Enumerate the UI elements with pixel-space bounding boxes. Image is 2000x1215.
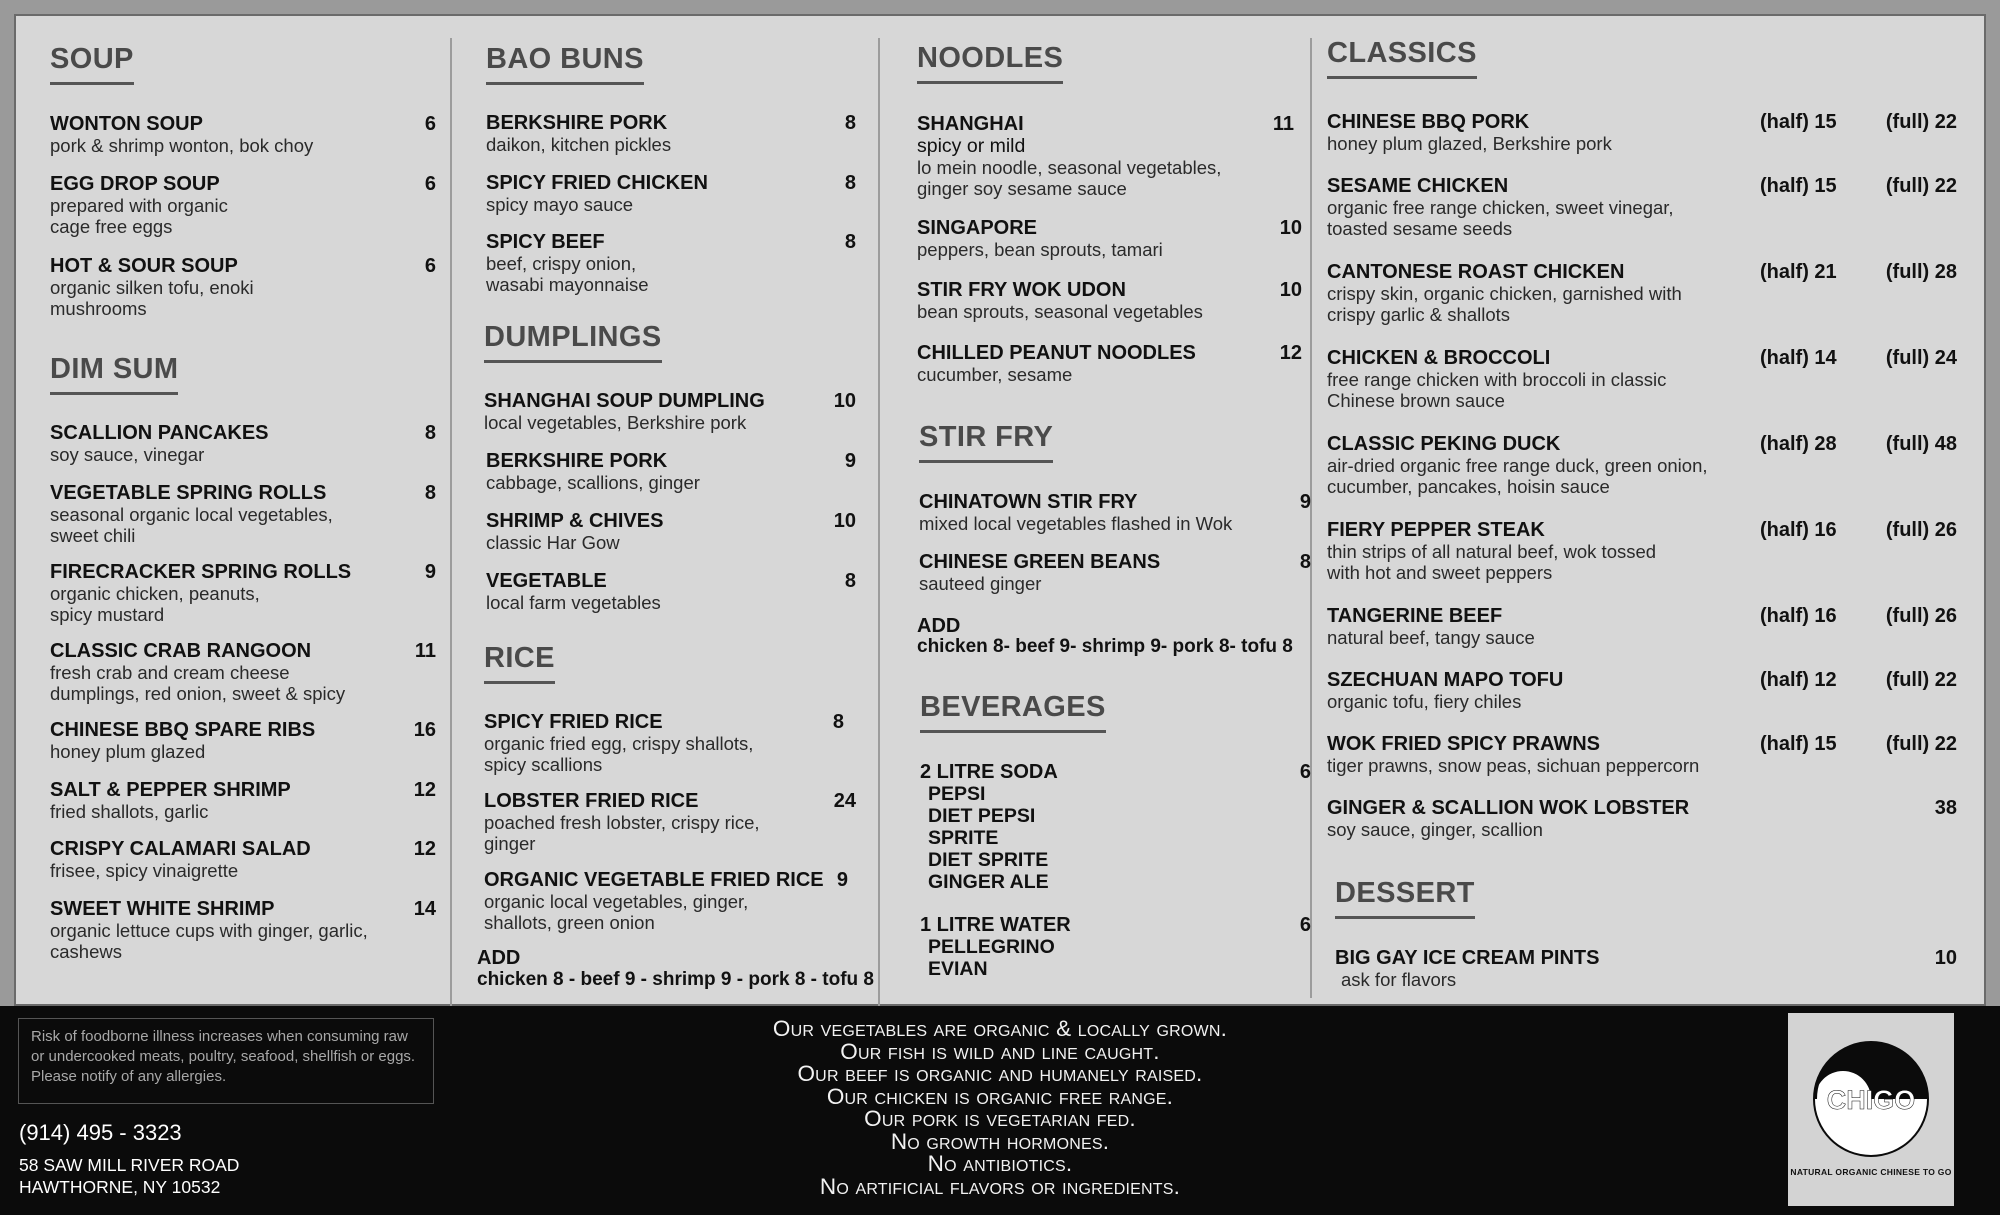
beverage-option: PEPSI (928, 783, 986, 805)
menu-item (1335, 947, 1957, 990)
item-description: natural beef, tangy sauce (1327, 627, 1535, 648)
item-price-half: (half) 16 (1760, 605, 1837, 627)
section-title-classics: CLASSICS (1327, 38, 1477, 79)
item-price-half: (half) 15 (1760, 733, 1837, 755)
menu-item (1327, 733, 1957, 776)
item-name: CLASSIC CRAB RANGOON (50, 640, 312, 662)
item-price-full: (full) 26 (1885, 605, 1957, 627)
item-description: daikon, kitchen pickles (486, 134, 672, 155)
menu-item (50, 255, 436, 319)
item-price: 12 (1279, 342, 1302, 364)
item-description: cabbage, scallions, ginger (486, 472, 700, 493)
menu-item (920, 761, 1311, 893)
column-divider (450, 38, 452, 1008)
item-name: CANTONESE ROAST CHICKEN (1327, 261, 1625, 283)
menu-item (50, 838, 436, 881)
item-description: organic silken tofu, enoki mushrooms (50, 277, 254, 319)
item-name: LOBSTER FRIED RICE (484, 790, 699, 812)
item-name: GINGER & SCALLION WOK LOBSTER (1327, 797, 1690, 819)
section-title-stir-fry: STIR FRY (919, 422, 1053, 463)
item-price-full: (full) 22 (1885, 669, 1957, 691)
menu-item (1327, 433, 1957, 497)
item-name: CHICKEN & BROCCOLI (1327, 347, 1551, 369)
item-price: 9 (844, 450, 856, 472)
item-price: 10 (833, 390, 856, 412)
section-title-dumplings: DUMPLINGS (484, 322, 662, 363)
item-name: HOT & SOUR SOUP (50, 255, 238, 277)
menu-item (486, 112, 856, 155)
logo-tagline: NATURAL ORGANIC CHINESE TO GO (1790, 1167, 1952, 1177)
sourcing-line: Our beef is organic and humanely raised. (797, 1061, 1203, 1086)
menu-item (50, 173, 436, 237)
item-price-half: (half) 21 (1760, 261, 1837, 283)
item-price: 8 (844, 112, 856, 134)
sourcing-statement (700, 1018, 1300, 1198)
item-price-full: (full) 22 (1885, 733, 1957, 755)
item-name: FIERY PEPPER STEAK (1327, 519, 1545, 541)
item-name: VEGETABLE SPRING ROLLS (50, 482, 327, 504)
beverage-options (920, 783, 1311, 893)
beverage-option: SPRITE (928, 827, 999, 849)
item-name: WOK FRIED SPICY PRAWNS (1327, 733, 1600, 755)
item-description: poached fresh lobster, crispy rice, ginger (484, 812, 760, 854)
section-title-beverages: BEVERAGES (920, 692, 1106, 733)
item-name: CLASSIC PEKING DUCK (1327, 433, 1561, 455)
menu-item (484, 790, 856, 854)
beverage-option: DIET PEPSI (928, 805, 1036, 827)
menu-item (50, 898, 436, 962)
menu-item (919, 551, 1311, 594)
add-protein-label: ADD (917, 615, 961, 637)
menu-item (919, 491, 1311, 534)
item-name: FIRECRACKER SPRING ROLLS (50, 561, 352, 583)
item-price: 9 (836, 869, 848, 891)
item-price: 8 (1299, 551, 1311, 573)
section-title-dessert: DESSERT (1335, 878, 1475, 919)
column-divider (878, 38, 880, 1008)
item-price: 9 (424, 561, 436, 583)
item-price-half: (half) 14 (1760, 347, 1837, 369)
sourcing-line: No growth hormones. (890, 1128, 1110, 1154)
beverage-options (920, 936, 1311, 980)
sourcing-line: No artificial flavors or ingredients. (819, 1173, 1181, 1199)
item-description: organic free range chicken, sweet vinegar, toasted sesame seeds (1327, 197, 1674, 239)
item-name: SALT & PEPPER SHRIMP (50, 779, 291, 801)
item-description: cucumber, sesame (917, 364, 1073, 385)
item-name: CHINATOWN STIR FRY (919, 491, 1138, 513)
item-price: 8 (832, 711, 844, 733)
section-title-dim-sum: DIM SUM (50, 354, 178, 395)
item-name: SESAME CHICKEN (1327, 175, 1509, 197)
item-price: 38 (1934, 797, 1957, 819)
sourcing-line: No antibiotics. (927, 1151, 1073, 1176)
item-price-full: (full) 22 (1885, 111, 1957, 133)
item-name: SPICY FRIED CHICKEN (486, 172, 708, 194)
item-name: SHANGHAI SOUP DUMPLING (484, 390, 765, 412)
item-price: 6 (424, 255, 436, 277)
menu-item (484, 711, 844, 775)
menu-item (917, 279, 1302, 322)
item-description: thin strips of all natural beef, wok tossed with hot and sweet peppers (1327, 541, 1657, 583)
item-description: beef, crispy onion, wasabi mayonnaise (486, 253, 649, 295)
menu-item (920, 914, 1311, 980)
item-description: organic lettuce cups with ginger, garlic, cashews (50, 920, 368, 962)
item-description: ask for flavors (1341, 969, 1457, 990)
item-price: 8 (844, 172, 856, 194)
item-description: peppers, bean sprouts, tamari (917, 239, 1163, 260)
item-price-half: (half) 16 (1760, 519, 1837, 541)
beverage-option: GINGER ALE (928, 871, 1049, 893)
menu-item (50, 640, 436, 704)
menu-item (1327, 797, 1957, 840)
item-name: SPICY BEEF (486, 231, 605, 253)
item-name: BIG GAY ICE CREAM PINTS (1335, 947, 1600, 969)
item-price-full: (full) 48 (1885, 433, 1957, 455)
item-name: VEGETABLE (486, 570, 607, 592)
item-description: fresh crab and cream cheese dumplings, red onion, sweet & spicy (50, 662, 346, 704)
menu-panel (14, 14, 1986, 1006)
sourcing-line: Our chicken is organic free range. (826, 1083, 1174, 1109)
item-price: 8 (424, 422, 436, 444)
item-description: classic Har Gow (486, 532, 620, 553)
menu-item (484, 390, 856, 433)
item-price: 8 (424, 482, 436, 504)
item-description: local vegetables, Berkshire pork (484, 412, 747, 433)
item-description: free range chicken with broccoli in classic Chinese brown sauce (1327, 369, 1667, 411)
item-description: sauteed ginger (919, 573, 1042, 594)
item-description: organic chicken, peanuts, spicy mustard (50, 583, 260, 625)
item-price: 6 (424, 113, 436, 135)
item-description: honey plum glazed (50, 741, 206, 762)
item-price-full: (full) 28 (1885, 261, 1957, 283)
item-description: soy sauce, ginger, scallion (1327, 819, 1543, 840)
item-name: CHINESE BBQ SPARE RIBS (50, 719, 316, 741)
item-name: SWEET WHITE SHRIMP (50, 898, 275, 920)
yin-yang-logo-icon (1788, 1039, 1954, 1159)
item-description: prepared with organic cage free eggs (50, 195, 228, 237)
item-description: tiger prawns, snow peas, sichuan peppercorn (1327, 755, 1700, 776)
beverage-option: PELLEGRINO (928, 936, 1055, 958)
item-price: 10 (833, 510, 856, 532)
section-title-rice: RICE (484, 643, 555, 684)
menu-item (486, 570, 856, 613)
footer (0, 1006, 2000, 1215)
item-name: SHRIMP & CHIVES (486, 510, 664, 532)
item-name: WONTON SOUP (50, 113, 203, 135)
menu-item (50, 482, 436, 546)
item-option: spicy or mild (917, 135, 1026, 157)
item-description: lo mein noodle, seasonal vegetables, ginger soy sesame sauce (917, 157, 1222, 199)
item-description: fried shallots, garlic (50, 801, 209, 822)
item-description: pork & shrimp wonton, bok choy (50, 135, 314, 156)
item-price: 8 (844, 231, 856, 253)
item-name: CHINESE BBQ PORK (1327, 111, 1530, 133)
item-name: CHILLED PEANUT NOODLES (917, 342, 1196, 364)
item-name: SZECHUAN MAPO TOFU (1327, 669, 1564, 691)
menu-item (917, 113, 1294, 199)
item-price-half: (half) 12 (1760, 669, 1837, 691)
item-price-full: (full) 22 (1885, 175, 1957, 197)
item-price: 11 (1272, 113, 1294, 135)
menu-item (50, 719, 436, 762)
item-name: SINGAPORE (917, 217, 1038, 239)
item-price: 10 (1934, 947, 1957, 969)
menu-item (50, 779, 436, 822)
item-price: 11 (414, 640, 436, 662)
item-description: honey plum glazed, Berkshire pork (1327, 133, 1612, 154)
item-name: CHINESE GREEN BEANS (919, 551, 1161, 573)
beverage-option: EVIAN (928, 958, 988, 980)
section-title-soup: SOUP (50, 44, 134, 85)
item-price: 9 (1299, 491, 1311, 513)
menu-item (486, 172, 856, 215)
menu-item (484, 869, 848, 933)
item-description: soy sauce, vinegar (50, 444, 205, 465)
menu-item (1327, 605, 1957, 648)
item-description: mixed local vegetables flashed in Wok (919, 513, 1233, 534)
item-description: frisee, spicy vinaigrette (50, 860, 239, 881)
menu-item (917, 217, 1302, 260)
menu-item (486, 231, 856, 295)
add-protein-prices: chicken 8 - beef 9 - shrimp 9 - pork 8 - tofu 8 (477, 969, 874, 990)
item-description: organic tofu, fiery chiles (1327, 691, 1522, 712)
item-price-half: (half) 15 (1760, 111, 1837, 133)
item-name: CRISPY CALAMARI SALAD (50, 838, 311, 860)
address-line-1: 58 SAW MILL RIVER ROAD (19, 1155, 240, 1175)
item-name: SHANGHAI (917, 113, 1024, 135)
sourcing-line: Our pork is vegetarian fed. (864, 1106, 1136, 1131)
item-name: ORGANIC VEGETABLE FRIED RICE (484, 869, 824, 891)
add-protein-prices: chicken 8- beef 9- shrimp 9- pork 8- tofu 8 (917, 636, 1293, 657)
item-name: TANGERINE BEEF (1327, 605, 1503, 627)
address-line-2: HAWTHORNE, NY 10532 (19, 1177, 221, 1197)
phone-number[interactable]: (914) 495 - 3323 (19, 1120, 182, 1145)
menu-item (1327, 519, 1957, 583)
item-name: STIR FRY WOK UDON (917, 279, 1126, 301)
item-description: bean sprouts, seasonal vegetables (917, 301, 1203, 322)
add-protein-label: ADD (477, 947, 521, 969)
chigo-logo (1788, 1013, 1954, 1206)
item-price: 10 (1279, 217, 1302, 239)
menu-item (1327, 175, 1957, 239)
item-name: EGG DROP SOUP (50, 173, 220, 195)
menu-item (1327, 261, 1957, 325)
item-description: crispy skin, organic chicken, garnished with crispy garlic & shallots (1327, 283, 1682, 325)
menu-item (50, 561, 436, 625)
item-price: 24 (833, 790, 856, 812)
menu-item (1327, 669, 1957, 712)
menu-item (917, 342, 1302, 385)
item-name: SCALLION PANCAKES (50, 422, 269, 444)
sourcing-line: Our fish is wild and line caught. (840, 1038, 1160, 1064)
item-name: BERKSHIRE PORK (486, 112, 668, 134)
item-price-half: (half) 15 (1760, 175, 1837, 197)
item-price: 6 (424, 173, 436, 195)
item-description: spicy mayo sauce (486, 194, 634, 215)
menu-item (50, 113, 436, 156)
item-description: seasonal organic local vegetables, sweet chili (50, 504, 333, 546)
menu-item (50, 422, 436, 465)
item-price: 14 (413, 898, 436, 920)
item-description: local farm vegetables (486, 592, 661, 613)
item-price: 10 (1279, 279, 1302, 301)
allergy-warning: Risk of foodborne illness increases when consuming raw or undercooked meats, poultry, seafood, shellfish or eggs. Please notify of any allergies. (18, 1018, 434, 1104)
address (19, 1154, 239, 1198)
item-price-full: (full) 24 (1885, 347, 1957, 369)
item-name: 2 LITRE SODA (920, 761, 1058, 783)
item-name: 1 LITRE WATER (920, 914, 1071, 936)
section-title-noodles: NOODLES (917, 43, 1063, 84)
item-name: SPICY FRIED RICE (484, 711, 663, 733)
item-price-half: (half) 28 (1760, 433, 1837, 455)
item-price: 8 (844, 570, 856, 592)
item-price: 6 (1299, 761, 1311, 783)
item-description: air-dried organic free range duck, green onion, cucumber, pancakes, hoisin sauce (1327, 455, 1708, 497)
item-price: 12 (413, 779, 436, 801)
item-price: 12 (413, 838, 436, 860)
section-title-bao-buns: BAO BUNS (486, 44, 644, 85)
item-name: BERKSHIRE PORK (486, 450, 668, 472)
sourcing-line: Our vegetables are organic & locally grown. (772, 1016, 1228, 1041)
item-price-full: (full) 26 (1885, 519, 1957, 541)
menu-item (486, 450, 856, 493)
item-price: 16 (413, 719, 436, 741)
item-description: organic local vegetables, ginger, shallots, green onion (484, 891, 749, 933)
menu-item (1327, 111, 1957, 154)
beverage-option: DIET SPRITE (928, 849, 1049, 871)
logo-text: CHIGO (1826, 1085, 1916, 1115)
menu-item (486, 510, 856, 553)
item-price: 6 (1299, 914, 1311, 936)
item-description: organic fried egg, crispy shallots, spicy scallions (484, 733, 754, 775)
menu-item (1327, 347, 1957, 411)
